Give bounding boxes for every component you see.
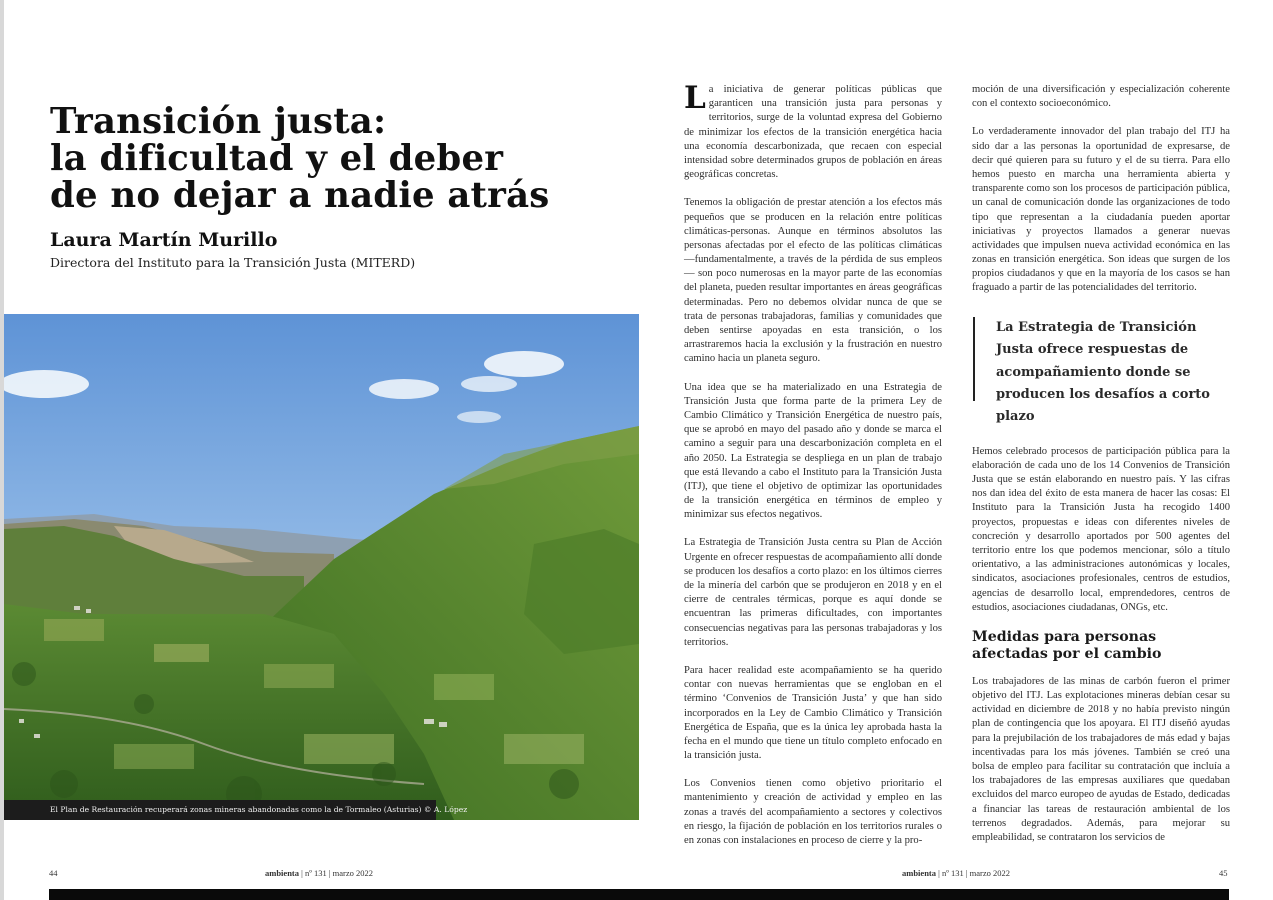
title-line: Transición justa: bbox=[50, 101, 387, 142]
author-role: Directora del Instituto para la Transición Justa (MITERD) bbox=[50, 255, 416, 270]
paragraph: Hemos celebrado procesos de participación pública para la elaboración de cada uno de los 14 Convenios de Transición Justa que se están elaborando en nuestro país. Y las cifras nos dan idea del éxito de esta manera de hacer las cosas: El Instituto para la Transición Justa ha recogido 1400 proyectos, propuestas e ideas con diferentes niveles de concreción y desarrollo aportados por 500 agentes del territorio entre los que podemos mencionar, sólo a título orientativo, a las administraciones autonómicas y locales, sindicatos, asociaciones profesionales, centros de estudios, agencias de desarrollo local, emprendedores, centros de estudios, asociaciones ciudadanas, ONGs, etc. bbox=[972, 445, 1230, 613]
paragraph: Para hacer realidad este acompañamiento se ha querido contar con nuevas herramientas que se engloban en el término ‘Convenios de Transición Justa’ y que han sido incorporados en la Ley de Cambio Climático y Transición Energética de España, que es la única ley aprobada hasta la fecha en el mundo que tiene un título completo enfocado en la transición justa. bbox=[684, 664, 942, 762]
paragraph: moción de una diversificación y especialización coherente con el contexto socioeconómico. bbox=[972, 84, 1230, 110]
magazine-name: ambienta bbox=[902, 868, 936, 878]
text-column-2 bbox=[972, 83, 1230, 859]
mountain-valley-illustration bbox=[4, 314, 639, 820]
article-title bbox=[50, 103, 650, 214]
paragraph: Los Convenios tienen como objetivo prioritario el mantenimiento y creación de actividad y empleo en las zonas a través del acompañamiento a sectores y colectivos en riesgo, la fijación de población en los territorios rurales o en zonas con instalaciones en proceso de cierre y la pro- bbox=[684, 778, 942, 846]
author-name: Laura Martín Murillo bbox=[50, 229, 278, 251]
section-subheading: Medidas para personas afectadas por el cambio bbox=[972, 628, 1162, 662]
paragraph: Tenemos la obligación de prestar atención a los efectos más pequeños que se producen en la relación entre políticas climáticas-personas. Aunque en términos absolutos las personas afectadas por el efecto de las políticas climáticas —fundamentalmente, a través de la pérdida de sus empleos— son poco numerosas en la mayor parte de las economías del planeta, pueden resultar importantes en áreas geográficas determinadas. Pero no debemos olvidar nunca de que se trata de personas trabajadoras, familias y comunidades que deben sentirse apoyadas en esta transición, o los arrastraremos hacia la exclusión y la frustración en nuestro camino hacia un planeta seguro. bbox=[684, 197, 942, 365]
magazine-name: ambienta bbox=[265, 868, 299, 878]
text-column-1 bbox=[684, 80, 942, 862]
pull-quote bbox=[973, 317, 1227, 425]
pull-quote-text: La Estrategia de Transición Justa ofrece respuestas de acompañamiento donde se producen los desafíos a corto plazo bbox=[996, 320, 1210, 425]
title-line: la dificultad y el deber bbox=[50, 138, 504, 179]
right-footer-issue bbox=[902, 868, 1010, 878]
landscape-photo bbox=[4, 314, 639, 820]
paragraph: La iniciativa de generar políticas públicas que garanticen una transición justa para personas y territorios, surge de la voluntad expresa del Gobierno de minimizar los efectos de la transición energética hacia una economía descarbonizada, que recaen con especial intensidad sobre determinados grupos de población en áreas geográficas concretas. bbox=[684, 80, 942, 181]
issue-info: | nº 131 | marzo 2022 bbox=[299, 868, 374, 878]
right-page-number: 45 bbox=[1219, 868, 1228, 878]
paragraph: La Estrategia de Transición Justa centra su Plan de Acción Urgente en ofrecer respuestas de acompañamiento allí donde se producen los desafíos a corto plazo: en los últimos cierres de la minería del carbón que se produjeron en 2018 y en el cierre de centrales térmicas, porque es aquí donde se encuentran las primeras dificultades, con importantes consecuencias negativas para las personas trabajadoras y los territorios. bbox=[684, 537, 942, 648]
issue-info: | nº 131 | marzo 2022 bbox=[936, 868, 1011, 878]
drop-cap: L bbox=[684, 80, 706, 116]
left-page-number: 44 bbox=[49, 868, 58, 878]
title-line: de no dejar a nadie atrás bbox=[50, 175, 550, 216]
paragraph: Los trabajadores de las minas de carbón fueron el primer objetivo del ITJ. Las explotaciones mineras debían cesar su actividad en diciembre de 2018 y no había previsto ningún plan de contingencia que los apoyara. El ITJ diseñó ayudas para la prejubilación de los trabajadores de más edad y bajas incentivadas para los más jóvenes. También se creó una bolsa de empleo para facilitar su contratación que incluía a los trabajadores de las empresas auxiliares que quedaban excluidos del marco europeo de ayudas de Estado, dedicadas a financiar las tareas de restauración ambiental de los terrenos degradados. Además, para mejorar su empleabilidad, se contrataron los servicios de bbox=[972, 675, 1230, 843]
photo-caption: El Plan de Restauración recuperará zonas mineras abandonadas como la de Tormaleo (Asturias) © A. López bbox=[4, 800, 436, 820]
paragraph: Una idea que se ha materializado en una Estrategia de Transición Justa que forma parte de la primera Ley de Cambio Climático y Transición Energética de nuestro país, que se aprobó en mayo del pasado año y donde se marca el camino a seguir para una descarbonización completa en el año 2050. La Estrategia se despliega en un plan de trabajo que está llevando a cabo el Instituto para la Transición Justa (ITJ), que tiene el objetivo de optimizar las oportunidades de la transición energética en términos de empleo y minimizar sus efectos negativos. bbox=[684, 381, 942, 521]
footer-bar bbox=[49, 889, 1229, 900]
paragraph: Lo verdaderamente innovador del plan trabajo del ITJ ha sido dar a las personas la oportunidad de expresarse, de decir qué quieren para su futuro y el de su tierra. Para ello hemos puesto en marcha una herramienta abierta y transparente como son los procesos de participación pública, un canal de comunicación donde las organizaciones de todo tipo que representan a la ciudadanía pueden aportar iniciativas y proyectos llamados a generar nuevas actividades que impulsen nueva actividad económica en las zonas en transición energética. Son ideas que surgen de los propios ciudadanos y que en la mayoría de los casos se han fraguado a partir de las potencialidades del territorio. bbox=[972, 126, 1230, 294]
left-footer-issue bbox=[265, 868, 373, 878]
